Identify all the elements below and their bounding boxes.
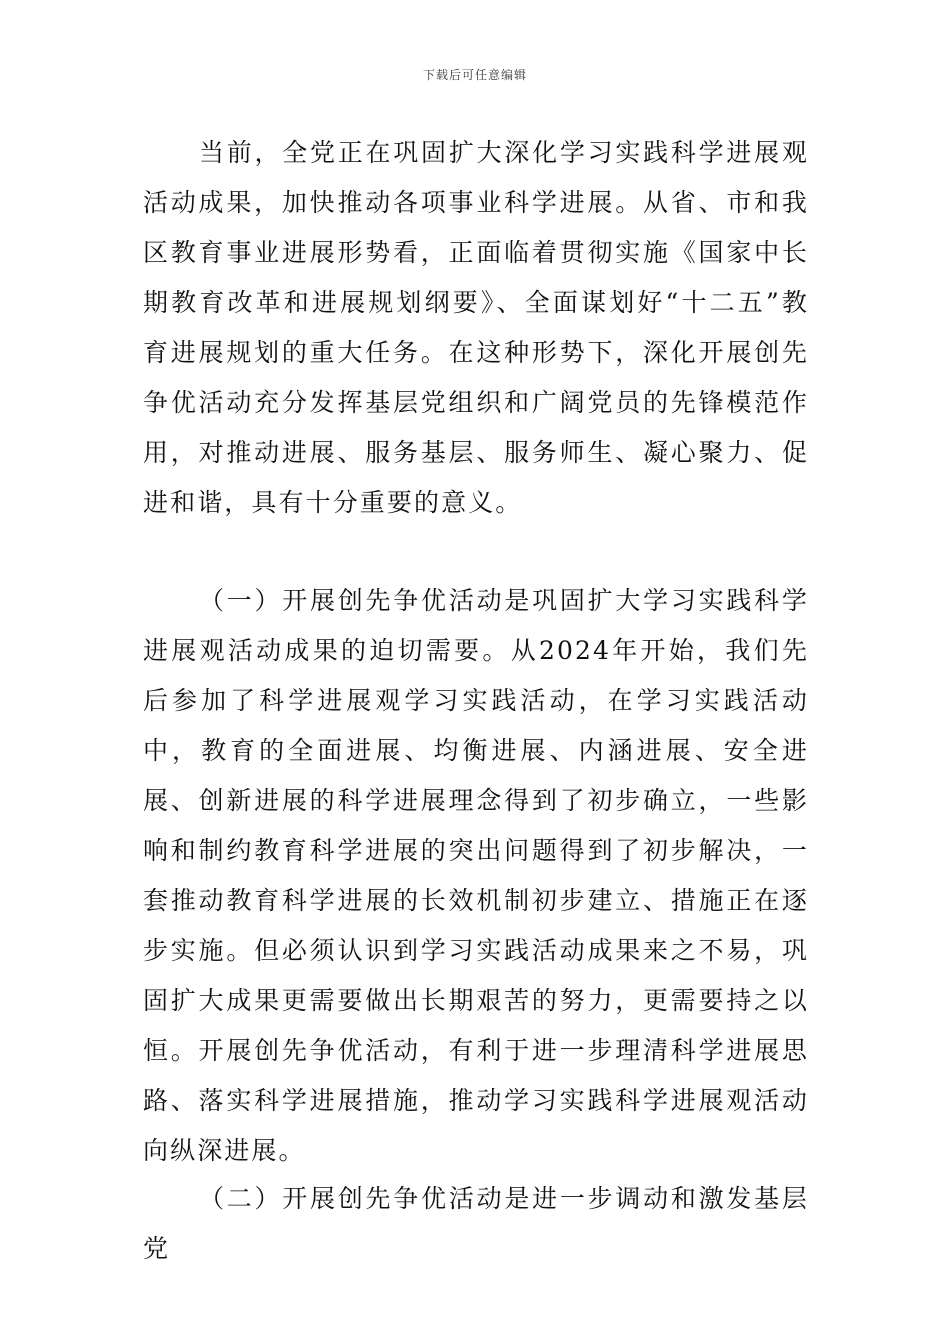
paragraph-section-2: （二）开展创先争优活动是进一步调动和激发基层党 [143,1184,809,1263]
paragraph-intro: 当前，全党正在巩固扩大深化学习实践科学进展观活动成果，加快推动各项事业科学进展。从省、市和我区教育事业进展形势看，正面临着贯彻实施《国家中长期教育改革和进展规划纲要》、全面谋划好“十二五”教育进展规划的重大任务。在这种形势下，深化开展创先争优活动充分发挥基层党组织和广阔党员的先锋模范作用，对推动进展、服务基层、服务师生、凝心聚力、促进和谐，具有十分重要的意义。 [143,138,809,517]
paragraph-section-1: （一）开展创先争优活动是巩固扩大学习实践科学进展观活动成果的迫切需要。从2024年开始，我们先后参加了科学进展观学习实践活动，在学习实践活动中，教育的全面进展、均衡进展、内涵进展、安全进展、创新进展的科学进展理念得到了初步确立，一些影响和制约教育科学进展的突出问题得到了初步解决，一套推动教育科学进展的长效机制初步建立、措施正在逐步实施。但必须认识到学习实践活动成果来之不易，巩固扩大成果更需要做出长期艰苦的努力，更需要持之以恒。开展创先争优活动，有利于进一步理清科学进展思路、落实科学进展措施，推动学习实践科学进展观活动向纵深进展。 [143,586,809,1165]
download-editable-note: 下载后可任意编辑 [422,68,527,82]
